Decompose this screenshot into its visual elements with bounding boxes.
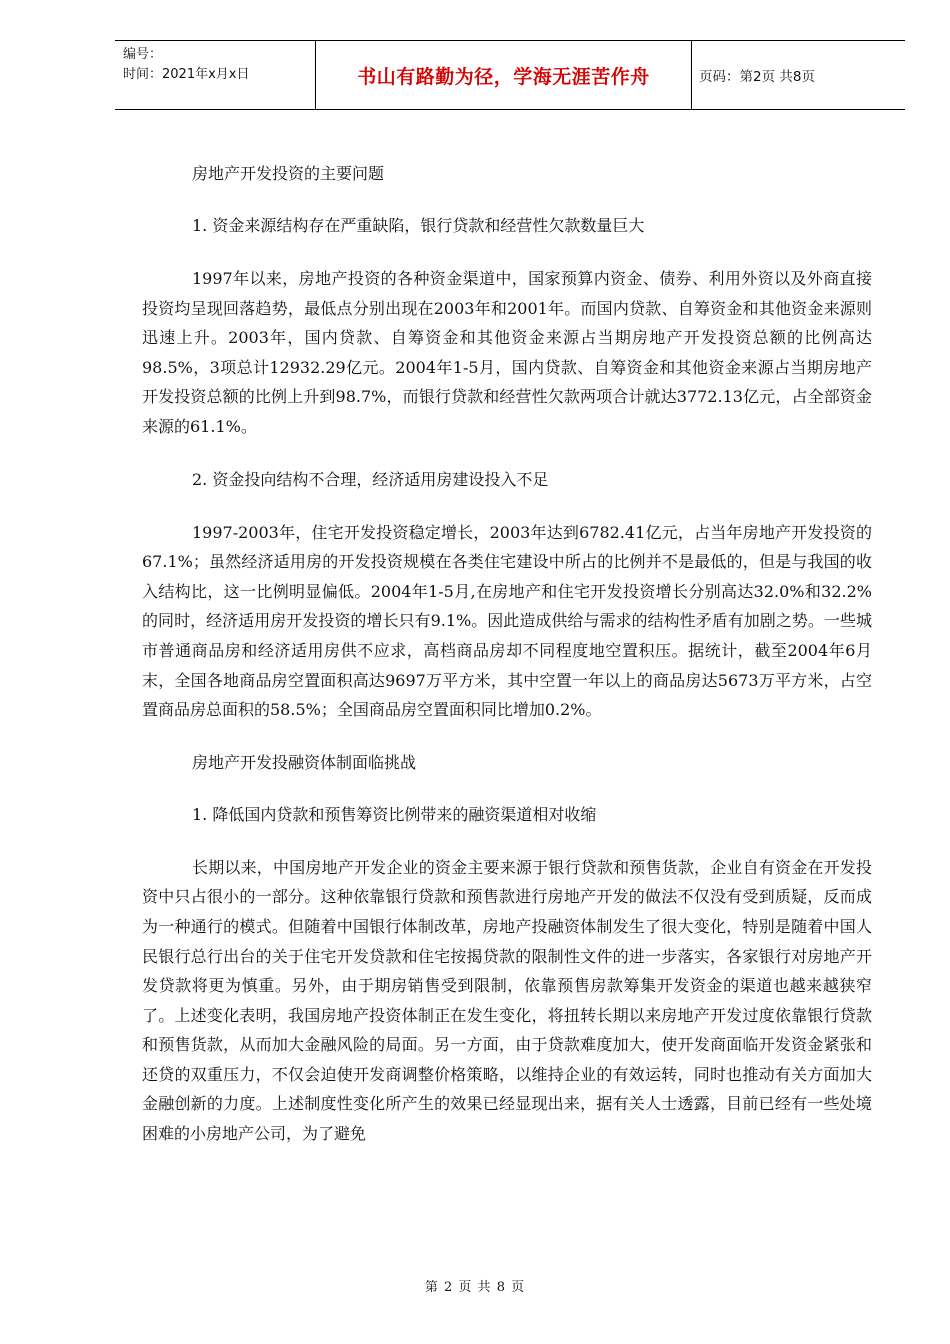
document-number-label: 编号： [123, 47, 163, 62]
paragraph: 1997-2003年，住宅开发投资稳定增长，2003年达到6782.41亿元，占当年房地产开发投资的67.1%；虽然经济适用房的开发投资规模在各类住宅建设中所占的比例并不是最低的，但是与我国的收入结构比，这一比例明显偏低。2004年1-5月,在房地产和住宅开发投资增长分别高达32.0%和32.2%的同时，经济适用房开发投资的增长只有9.1%。因此造成供给与需求的结构性矛盾有加剧之势。一些城市普通商品房和经济适用房供不应求，高档商品房却不同程度地空置积压。据统计，截至2004年6月末，全国各地商品房空置面积高达9697万平方米，其中空置一年以上的商品房达5673万平方米，占空置商品房总面积的58.5%；全国商品房空置面积同比增加0.2%。 [142, 522, 872, 720]
paragraph: 长期以来，中国房地产开发企业的资金主要来源于银行贷款和预售货款，企业自有资金在开发投资中只占很小的一部分。这种依靠银行贷款和预售款进行房地产开发的做法不仅没有受到质疑，反而成为一种通行的模式。但随着中国银行体制改革，房地产投融资体制发生了很大变化，特别是随着中国人民银行总行出台的关于住宅开发贷款和住宅按揭贷款的限制性文件的进一步落实，各家银行对房地产开发贷款将更为慎重。另外，由于期房销售受到限制，依靠预售房款筹集开发资金的渠道也越来越狭窄了。上述变化表明，我国房地产投资体制正在发生变化，将扭转长期以来房地产开发过度依靠银行贷款和预售货款，从而加大金融风险的局面。另一方面，由于贷款难度加大，使开发商面临开发资金紧张和还贷的双重压力，不仅会迫使开发商调整价格策略，以维持企业的有效运转，同时也推动有关方面加大金融创新的力度。上述制度性变化所产生的效果已经显现出来，据有关人士透露，目前已经有一些处境困难的小房地产公司，为了避免 [142, 857, 872, 1144]
subsection-title: 2. 资金投向结构不合理，经济适用房建设投入不足 [192, 469, 549, 489]
document-body [142, 160, 872, 1149]
subsection-title: 1. 资金来源结构存在严重缺陷，银行贷款和经营性欠款数量巨大 [192, 216, 645, 235]
header-page-info: 页码：第2页 共8页 [699, 69, 815, 85]
page-header [115, 40, 905, 110]
paragraph: 1997年以来，房地产投资的各种资金渠道中，国家预算内资金、债券、利用外资以及外商直接投资均呈现回落趋势，最低点分别出现在2003年和2001年。而国内贷款、自筹资金和其他资金来源则迅速上升。2003年，国内贷款、自筹资金和其他资金来源占当期房地产开发投资总额的比例高达98.5%，3项总计12932.29亿元。2004年1-5月，国内贷款、自筹资金和其他资金来源占当期房地产开发投资总额的比例上升到98.7%，而银行贷款和经营性欠款两项合计就达3772.13亿元，占全部资金来源的61.1%。 [142, 269, 872, 436]
section-title: 房地产开发投资的主要问题 [192, 164, 385, 183]
header-meta [123, 45, 249, 85]
subsection-title: 1. 降低国内贷款和预售筹资比例带来的融资渠道相对收缩 [192, 804, 597, 824]
document-time-label: 时间：2021年x月x日 [123, 67, 250, 82]
header-motto: 书山有路勤为径，学海无涯苦作舟 [315, 41, 692, 109]
section-title: 房地产开发投融资体制面临挑战 [192, 752, 417, 772]
page-footer: 第 2 页 共 8 页 [424, 1280, 526, 1295]
